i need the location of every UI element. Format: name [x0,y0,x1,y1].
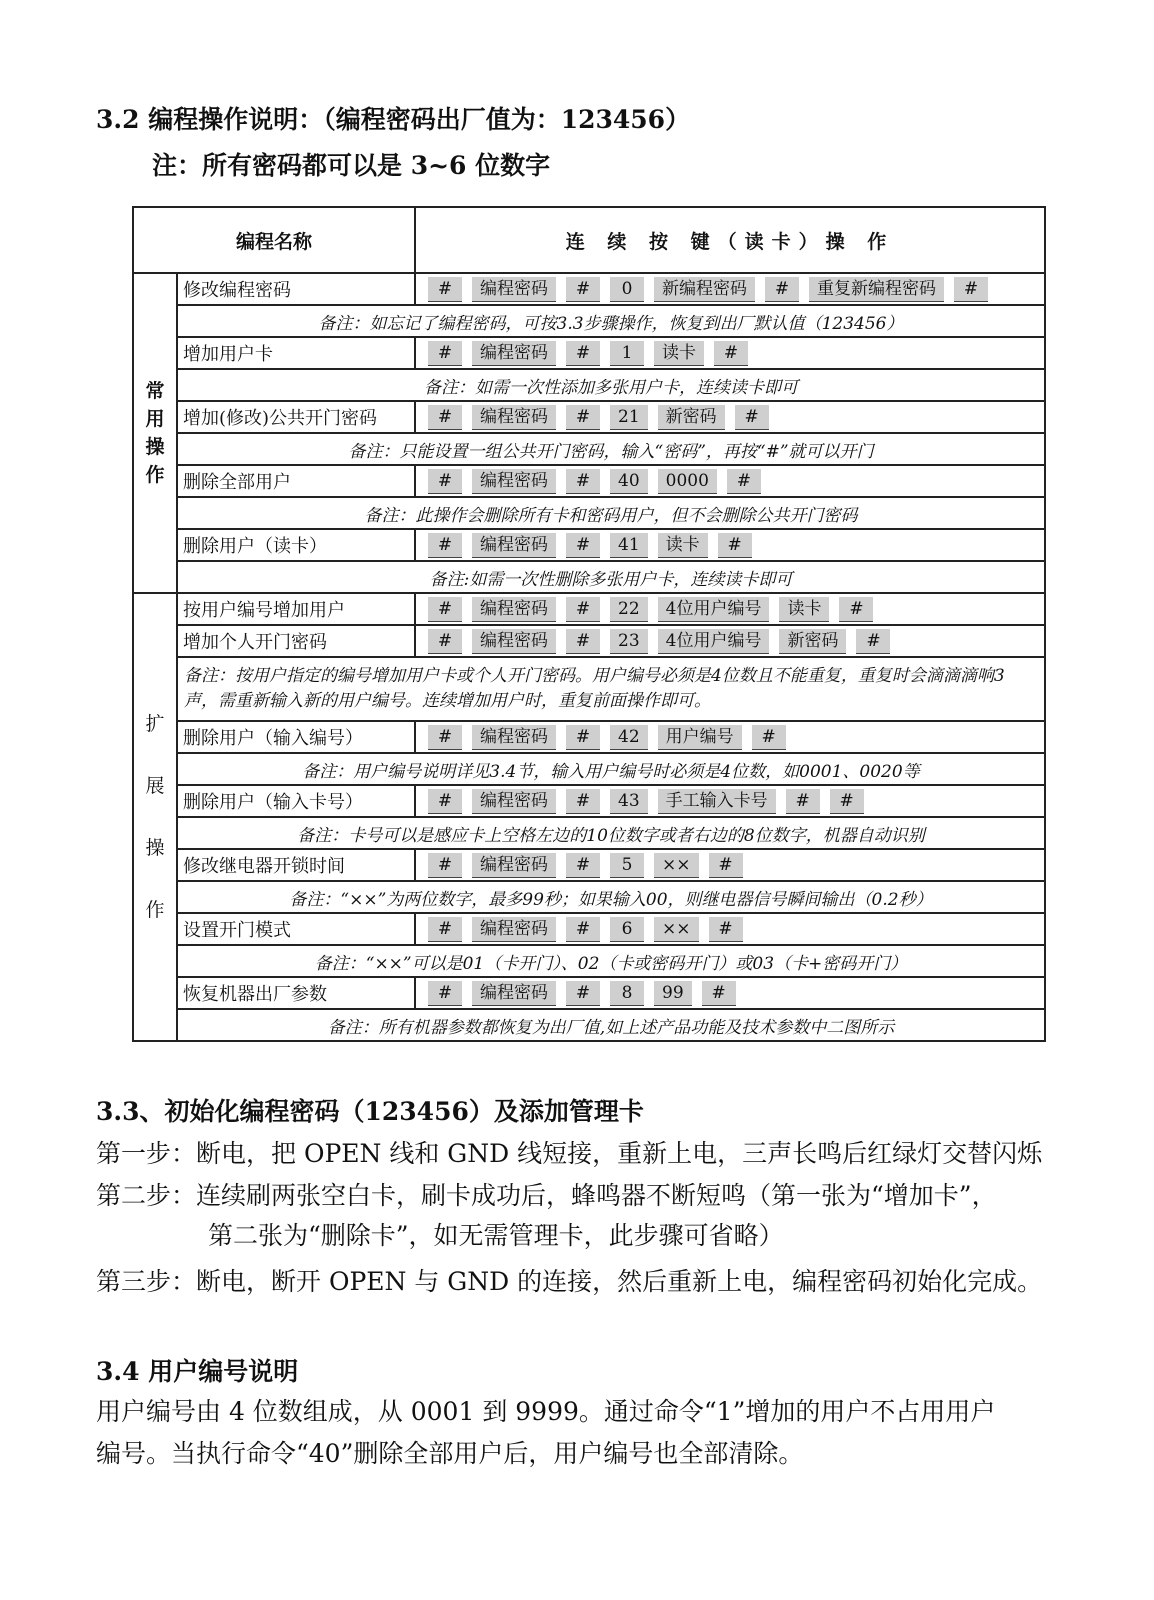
key-sequence-list [416,789,1044,814]
key-box: # [566,629,600,654]
command-name: 设置开门模式 [177,913,415,945]
command-note: 备注：“××”可以是01（卡开门）、02（卡或密码开门）或03（卡+密码开门） [177,945,1045,977]
key-box: 4位用户编号 [658,597,770,622]
key-sequence-list [416,597,1044,622]
section-3-2-title: 3.2 编程操作说明：（编程密码出厂值为：123456） [96,105,691,134]
key-box: 99 [654,981,692,1006]
command-name: 删除全部用户 [177,465,415,497]
key-box: 4位用户编号 [658,629,770,654]
key-box: # [566,341,600,366]
note-row [133,881,1045,913]
key-box: 读卡 [654,341,704,366]
key-box: # [702,981,736,1006]
key-box: # [735,405,769,430]
key-box: 编程密码 [472,533,556,558]
command-row [133,465,1045,497]
group-label-char: 用 [145,408,165,430]
key-box: 编程密码 [472,917,556,942]
key-box: # [428,917,462,942]
key-box: # [428,789,462,814]
key-box: 编程密码 [472,277,556,302]
key-box: 读卡 [779,597,829,622]
key-sequence [415,401,1045,433]
key-box: 新编程密码 [654,277,755,302]
key-sequence-list [416,341,1044,366]
key-sequence [415,337,1045,369]
step-3: 第三步：断电，断开 OPEN 与 GND 的连接，然后重新上电，编程密码初始化完成。 [96,1267,1043,1296]
key-box: 手工输入卡号 [658,789,776,814]
group-label-char: 作 [145,464,165,486]
key-box: # [428,341,462,366]
key-box: # [830,789,864,814]
key-box: # [856,629,890,654]
key-box: 23 [610,629,648,654]
group-common-operations [133,273,177,593]
key-sequence [415,721,1045,753]
key-sequence-list [416,725,1044,750]
key-box: 43 [610,789,648,814]
group-label-char: 操 [145,436,165,458]
section-3-4-title: 3.4 用户编号说明 [96,1357,299,1386]
key-box: # [765,277,799,302]
key-box: # [428,981,462,1006]
key-sequence [415,529,1045,561]
note-row [133,945,1045,977]
key-box: # [727,469,761,494]
key-box: 编程密码 [472,405,556,430]
key-box: 8 [610,981,644,1006]
key-box: # [786,789,820,814]
programming-table [132,206,1046,1042]
command-row [133,625,1045,657]
group-label-char: 常 [145,380,165,402]
key-box: 读卡 [658,533,708,558]
command-row [133,593,1045,625]
key-box: 编程密码 [472,789,556,814]
key-box: # [566,981,600,1006]
key-box: 新密码 [658,405,725,430]
note-row [133,657,1045,721]
note-row [133,369,1045,401]
section-3-2-note: 注：所有密码都可以是 3~6 位数字 [152,151,551,180]
group-label-char: 展 [145,775,165,797]
key-box: 编程密码 [472,629,556,654]
step-2-line-1: 第二步：连续刷两张空白卡，刷卡成功后，蜂鸣器不断短鸣（第一张为“增加卡”， [96,1181,997,1210]
note-row [133,433,1045,465]
key-box: # [566,597,600,622]
key-box: # [566,725,600,750]
header-program-name: 编程名称 [133,207,415,273]
command-note: 备注：只能设置一组公共开门密码，输入“密码”，再按“#”就可以开门 [177,433,1045,465]
note-row [133,497,1045,529]
command-row [133,273,1045,305]
key-box: # [566,917,600,942]
command-name: 增加用户卡 [177,337,415,369]
group-label-char: 操 [145,837,165,859]
key-sequence-list [416,629,1044,654]
section-3-4-line-1: 用户编号由 4 位数组成，从 0001 到 9999。通过命令“1”增加的用户不占用用户 [96,1397,996,1426]
key-box: # [839,597,873,622]
key-sequence-list [416,277,1044,302]
command-name: 增加个人开门密码 [177,625,415,657]
key-box: # [566,469,600,494]
note-row [133,561,1045,593]
key-sequence-list [416,917,1044,942]
key-box: 5 [610,853,644,878]
step-2-line-2: 第二张为“删除卡”，如无需管理卡，此步骤可省略） [208,1221,784,1250]
key-sequence [415,913,1045,945]
command-name: 修改编程密码 [177,273,415,305]
command-note: 备注:如需一次性删除多张用户卡，连续读卡即可 [177,561,1045,593]
key-box: 0000 [658,469,717,494]
key-box: # [428,597,462,622]
table-body [133,273,1045,1041]
key-sequence [415,273,1045,305]
command-row [133,977,1045,1009]
command-row [133,529,1045,561]
group-extended-operations [133,593,177,1041]
key-box: 用户编号 [658,725,742,750]
command-note: 备注：“××”为两位数字，最多99秒；如果输入00，则继电器信号瞬间输出（0.2秒） [177,881,1045,913]
key-box: # [566,853,600,878]
group-label-char: 扩 [145,713,165,735]
key-box: 41 [610,533,648,558]
group-label-char: 作 [145,899,165,921]
command-name: 修改继电器开锁时间 [177,849,415,881]
key-box: # [428,469,462,494]
key-box: # [428,277,462,302]
key-box: 21 [610,405,648,430]
key-box: 22 [610,597,648,622]
key-sequence-list [416,469,1044,494]
key-box: # [428,853,462,878]
key-box: # [428,533,462,558]
command-row [133,913,1045,945]
key-box: # [752,725,786,750]
command-name: 增加(修改)公共开门密码 [177,401,415,433]
key-box: 新密码 [779,629,846,654]
command-row [133,785,1045,817]
command-note: 备注：卡号可以是感应卡上空格左边的10位数字或者右边的8位数字，机器自动识别 [177,817,1045,849]
header-key-operations: 连 续 按 键（读卡）操 作 [415,207,1045,273]
key-box: 编程密码 [472,981,556,1006]
command-name: 删除用户（输入卡号） [177,785,415,817]
key-box: 重复新编程密码 [809,277,944,302]
key-box: ×× [654,853,699,878]
command-row [133,337,1045,369]
key-sequence-list [416,405,1044,430]
note-row [133,305,1045,337]
command-row [133,721,1045,753]
key-box: # [566,533,600,558]
key-box: 1 [610,341,644,366]
key-box: 编程密码 [472,341,556,366]
command-note: 备注：如忘记了编程密码，可按3.3步骤操作，恢复到出厂默认值（123456） [177,305,1045,337]
command-note: 备注：此操作会删除所有卡和密码用户，但不会删除公共开门密码 [177,497,1045,529]
key-box: ×× [654,917,699,942]
key-box: # [566,405,600,430]
key-box: 编程密码 [472,725,556,750]
step-1: 第一步：断电，把 OPEN 线和 GND 线短接，重新上电，三声长鸣后红绿灯交替闪烁 [96,1139,1043,1168]
key-box: # [714,341,748,366]
key-box: # [709,917,743,942]
key-box: # [954,277,988,302]
command-name: 按用户编号增加用户 [177,593,415,625]
note-row [133,817,1045,849]
command-note: 备注：如需一次性添加多张用户卡，连续读卡即可 [177,369,1045,401]
command-note: 备注：所有机器参数都恢复为出厂值,如上述产品功能及技术参数中二图所示 [177,1009,1045,1041]
key-sequence [415,977,1045,1009]
key-sequence [415,785,1045,817]
key-sequence [415,625,1045,657]
section-3-3-title: 3.3、初始化编程密码（123456）及添加管理卡 [96,1097,644,1126]
command-name: 恢复机器出厂参数 [177,977,415,1009]
command-note: 备注：用户编号说明详见3.4节，输入用户编号时必须是4位数，如0001、0020等 [177,753,1045,785]
key-box: # [428,405,462,430]
key-sequence-list [416,853,1044,878]
key-box: # [718,533,752,558]
key-sequence-list [416,533,1044,558]
command-row [133,401,1045,433]
command-name: 删除用户（读卡） [177,529,415,561]
key-box: 0 [610,277,644,302]
key-box: # [428,629,462,654]
key-sequence [415,465,1045,497]
command-name: 删除用户（输入编号） [177,721,415,753]
key-sequence [415,593,1045,625]
key-box: 42 [610,725,648,750]
key-sequence [415,849,1045,881]
key-box: 40 [610,469,648,494]
key-box: # [566,789,600,814]
section-3-4-line-2: 编号。当执行命令“40”删除全部用户后，用户编号也全部清除。 [96,1439,804,1468]
note-row [133,1009,1045,1041]
command-note: 备注：按用户指定的编号增加用户卡或个人开门密码。用户编号必须是4位数且不能重复，重复时会滴滴滴响3声，需重新输入新的用户编号。连续增加用户时，重复前面操作即可。 [177,657,1045,721]
command-row [133,849,1045,881]
key-box: 编程密码 [472,469,556,494]
key-box: 6 [610,917,644,942]
key-box: # [709,853,743,878]
key-sequence-list [416,981,1044,1006]
note-row [133,753,1045,785]
key-box: 编程密码 [472,597,556,622]
key-box: # [428,725,462,750]
key-box: 编程密码 [472,853,556,878]
table-header-row [133,207,1045,273]
key-box: # [566,277,600,302]
